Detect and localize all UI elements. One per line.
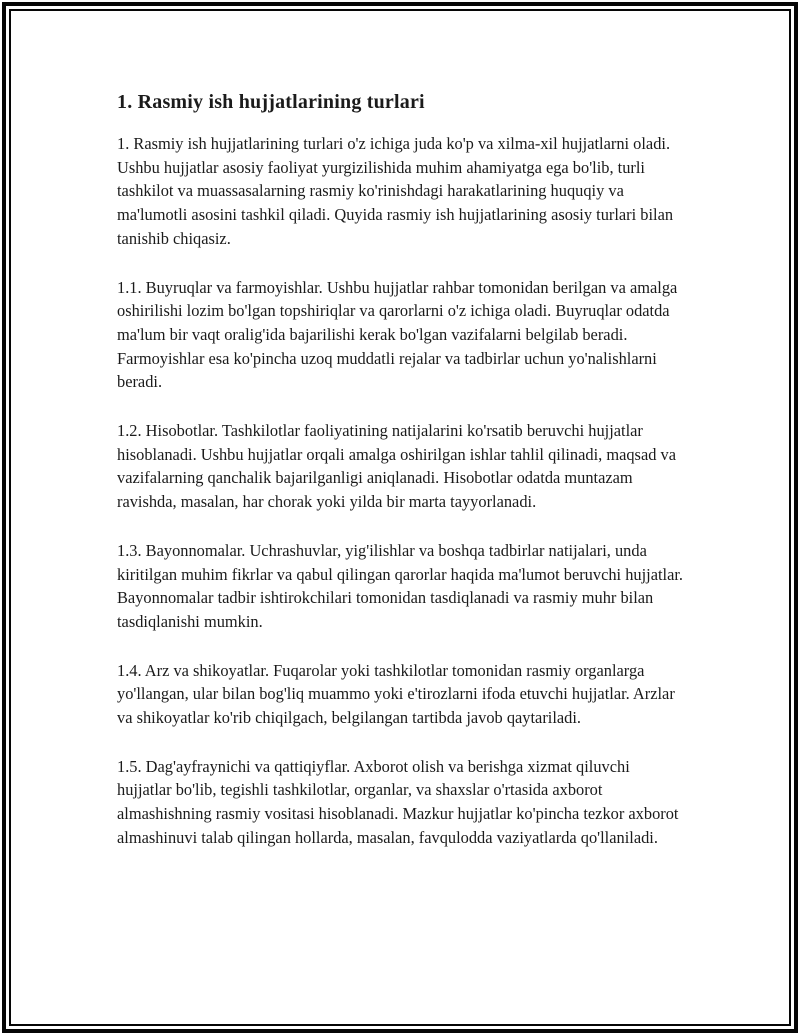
paragraph-1-5-axborot: 1.5. Dag'ayfraynichi va qattiqiyflar. Axborot olish va berishga xizmat qiluvchi hujjatlar bo'lib, tegishli tashkilotlar, organlar, va shaxslar o'rtasida axborot almashishning rasmiy vositasi hisoblanadi. Mazkur hujjatlar ko'pincha tezkor axborot almashinuvi talab qilingan hollarda, masalan, favqulodda vaziyatlarda qo'llaniladi.	[117, 756, 679, 847]
paragraph-1-1-buyruqlar: 1.1. Buyruqlar va farmoyishlar. Ushbu hujjatlar rahbar tomonidan berilgan va amalga oshirilishi lozim bo'lgan topshiriqlar va qarorlarni o'z ichiga oladi. Buyruqlar odatda ma'lum bir vaqt oralig'ida bajarilishi kerak bo'lgan vazifalarni belgilab beradi. Farmoyishlar esa ko'pincha uzoq muddatli rejalar va tadbirlar uchun yo'nalishlarni beradi.	[117, 277, 678, 392]
paragraph-1-3-bayonnomalar: 1.3. Bayonnomalar. Uchrashuvlar, yig'ilishlar va boshqa tadbirlar natijalari, unda kiritilgan muhim fikrlar va qabul qilingan qarorlar haqida ma'lumot beruvchi hujjatlar. Bayonnomalar tadbir ishtirokchilari tomonidan tasdiqlanadi va rasmiy muhr bilan tasdiqlanishi mumkin.	[117, 540, 683, 631]
paragraph-1-2-hisobotlar: 1.2. Hisobotlar. Tashkilotlar faoliyatining natijalarini ko'rsatib beruvchi hujjatlar hisoblanadi. Ushbu hujjatlar orqali amalga oshirilgan ishlar tahlil qilinadi, maqsad va vazifalarning qanchalik bajarilganligi aniqlanadi. Hisobotlar odatda muntazam ravishda, masalan, har chorak yoki yilda bir marta tayyorlanadi.	[117, 421, 676, 512]
paragraph-intro: 1. Rasmiy ish hujjatlarining turlari o'z ichiga juda ko'p va xilma-xil hujjatlarni oladi. Ushbu hujjatlar asosiy faoliyat yurgizilishida muhim ahamiyatga ega bo'lib, turli tashkilot va muassasalarning rasmiy ko'rinishdagi harakatlarining huquqiy va ma'lumotli asosini tashkil qiladi. Quyida rasmiy ish hujjatlarining asosiy turlari bilan tanishib chiqasiz.	[117, 134, 674, 248]
document-title: 1. Rasmiy ish hujjatlarining turlari	[117, 91, 425, 113]
document-body	[117, 90, 683, 875]
paragraph-1-4-arz-shikoyatlar: 1.4. Arz va shikoyatlar. Fuqarolar yoki tashkilotlar tomonidan rasmiy organlarga yo'llangan, ular bilan bog'liq muammo yoki e'tirozlarni ifoda etuvchi hujjatlar. Arzlar va shikoyatlar ko'rib chiqilgach, belgilangan tartibda javob qaytariladi.	[117, 660, 675, 728]
